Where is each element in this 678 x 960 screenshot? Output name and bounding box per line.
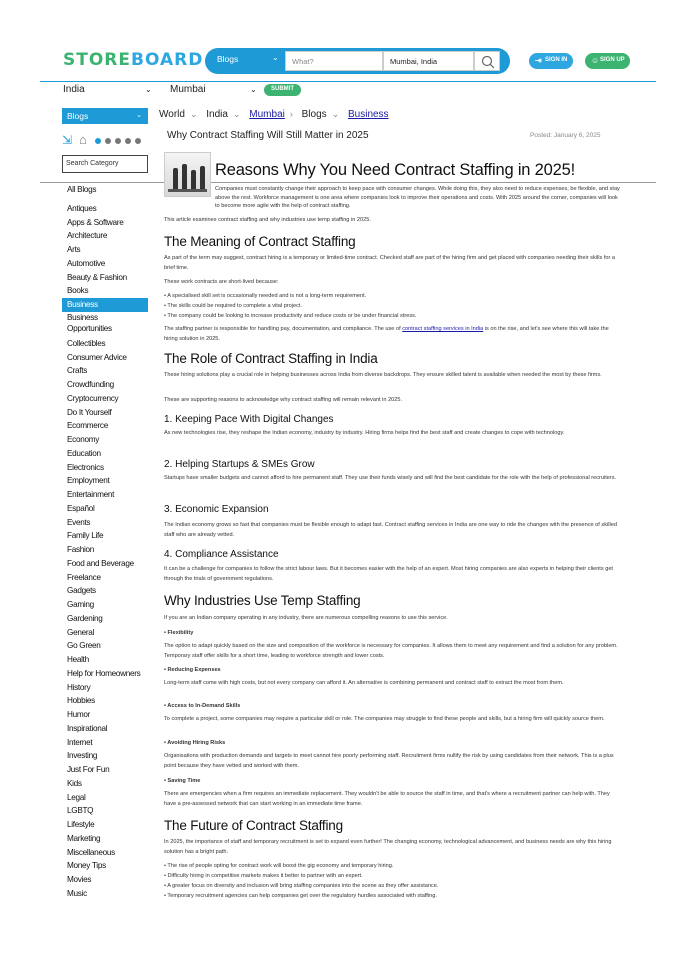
category-item[interactable]: Lifestyle bbox=[67, 820, 95, 829]
chevron-down-icon: ⌄ bbox=[136, 112, 142, 119]
paragraph-text: is on the rise, and let's see where this will take the hiring solution in 2025. bbox=[164, 326, 609, 342]
category-item[interactable]: Gadgets bbox=[67, 586, 96, 596]
posted-date: Posted: January 6, 2025 bbox=[530, 132, 601, 139]
sign-in-button[interactable] bbox=[529, 53, 573, 69]
section-heading: The Meaning of Contract Staffing bbox=[164, 234, 356, 249]
bullet-heading: • Flexibility bbox=[164, 630, 194, 636]
bullet-item: • Difficulty hiring in competitive markets makes it better to partner with an expert. bbox=[164, 873, 363, 879]
article-paragraph: The option to adapt quickly based on the size and composition of the workforce is necessary for companies. It allows them to meet any requirement and find a solution for any problem. Temporary staff offer skills for a short time, leading to workforce strength and lower costs. bbox=[164, 643, 618, 659]
category-item[interactable]: Investing bbox=[67, 751, 98, 761]
breadcrumb-blogs[interactable]: Blogs bbox=[301, 109, 327, 120]
section-heading: The Future of Contract Staffing bbox=[164, 818, 343, 833]
article-image bbox=[164, 152, 211, 197]
category-item[interactable]: Gardening bbox=[67, 613, 103, 623]
logo-store: STORE bbox=[63, 50, 131, 70]
subsection-heading: 1. Keeping Pace With Digital Changes bbox=[164, 414, 334, 425]
carousel-dot[interactable] bbox=[115, 138, 121, 144]
carousel-dot[interactable] bbox=[105, 138, 111, 144]
carousel-dot[interactable] bbox=[95, 138, 101, 144]
category-item[interactable]: Business Opportunities bbox=[67, 312, 112, 333]
category-item[interactable]: Family Life bbox=[67, 531, 104, 541]
category-list bbox=[67, 183, 157, 901]
bullet-item: • A greater focus on diversity and inclusion will bring staffing companies into the scene as they offer assistance. bbox=[164, 883, 439, 889]
category-item[interactable]: Collectibles bbox=[67, 338, 106, 348]
breadcrumb-mumbai[interactable]: Mumbai bbox=[249, 109, 285, 120]
bullet-item: • A specialised skill set is occasionally needed and is not a long-term requirement. bbox=[164, 293, 367, 299]
article-paragraph: Startups have smaller budgets and cannot afford to hire permanent staff. They use their funds wisely and will find the best candidate for the role with the help of professional recruiters. bbox=[164, 475, 617, 481]
category-item[interactable]: Economy bbox=[67, 435, 100, 444]
category-item[interactable]: Books bbox=[67, 286, 89, 296]
category-item[interactable]: Do It Yourself bbox=[67, 407, 112, 417]
chevron-down-icon: ⌄ bbox=[145, 85, 152, 94]
contract-staffing-link[interactable]: contract staffing services in India bbox=[402, 326, 484, 332]
chevron-down-icon: ⌄ bbox=[232, 109, 241, 119]
section-heading: Why Industries Use Temp Staffing bbox=[164, 593, 361, 608]
category-item[interactable]: Apps & Software bbox=[67, 217, 124, 227]
category-item[interactable]: Gaming bbox=[67, 600, 94, 609]
category-item[interactable]: All Blogs bbox=[67, 185, 97, 194]
category-item[interactable]: Crowdfunding bbox=[67, 380, 114, 389]
category-item[interactable]: Cryptocurrency bbox=[67, 393, 119, 403]
category-item[interactable]: Ecommerce bbox=[67, 421, 108, 431]
article-paragraph: These are supporting reasons to acknowledge why contract staffing will remain relevant in 2025. bbox=[164, 397, 403, 403]
chevron-down-icon: ⌄ bbox=[189, 109, 198, 119]
article-paragraph bbox=[164, 325, 620, 344]
bullet-item: • The rise of people opting for contract work will boost the gig economy and temporary hiring. bbox=[164, 863, 394, 869]
sidebar-icon-row bbox=[62, 133, 152, 147]
article-paragraph: The Indian economy grows so fast that companies must be flexible enough to adapt fast. Contract staffing services in India are one way to ride the changes with the presence of skilled staff who are already vetted. bbox=[164, 522, 617, 538]
category-item[interactable]: Movies bbox=[67, 875, 92, 884]
country-select[interactable]: India bbox=[63, 84, 85, 95]
category-item[interactable]: Humor bbox=[67, 710, 91, 719]
category-item[interactable]: Events bbox=[67, 517, 91, 527]
sign-up-label: SIGN UP bbox=[600, 57, 625, 63]
category-item[interactable]: Business bbox=[62, 298, 148, 312]
page-title: Why Contract Staffing Will Still Matter in 2025 bbox=[167, 130, 369, 141]
breadcrumb-business[interactable]: Business bbox=[347, 109, 389, 120]
category-item[interactable]: Inspirational bbox=[67, 723, 108, 733]
carousel-dot[interactable] bbox=[135, 138, 141, 144]
article-paragraph: If you are an Indian company operating in any industry, there are numerous compelling reasons to use this service. bbox=[164, 615, 448, 621]
article-paragraph: To complete a project, some companies may require a particular skill or role. The companies may struggle to find these people and skills, but a hiring firm will quickly source them. bbox=[164, 716, 605, 722]
sign-up-button[interactable] bbox=[585, 53, 630, 69]
article-intro: Companies must constantly change their approach to keep pace with consumer changes. While doing this, they also need to reduce expenses, be flexible, and stay above the rest. Workforce management is one area where companies look to improve their operations and costs. With 2025 around the corner, companies will look to become more agile with the help of contract staffing. bbox=[215, 186, 620, 210]
city-select[interactable]: Mumbai bbox=[170, 84, 206, 95]
category-item[interactable]: Antiques bbox=[67, 203, 97, 213]
category-item[interactable]: Arts bbox=[67, 245, 81, 254]
category-item[interactable]: Marketing bbox=[67, 833, 101, 843]
breadcrumb-india[interactable]: India bbox=[206, 109, 228, 120]
bullet-item: • Temporary recruitment agencies can help companies get over the regulatory hurdles associated with staffing. bbox=[164, 893, 437, 899]
bullet-item: • The skills could be required to complete a vital project. bbox=[164, 303, 303, 309]
submit-button[interactable]: SUBMIT bbox=[264, 84, 301, 96]
category-item[interactable]: LGBTQ bbox=[67, 806, 94, 816]
search-location-input[interactable]: Mumbai, India bbox=[383, 51, 474, 71]
location-bar bbox=[0, 82, 678, 100]
sign-in-label: SIGN IN bbox=[545, 57, 568, 63]
category-item[interactable]: Automotive bbox=[67, 258, 105, 268]
search-bar bbox=[205, 48, 510, 74]
site-header bbox=[0, 0, 678, 82]
bullet-heading: • Avoiding Hiring Risks bbox=[164, 740, 226, 746]
article-paragraph: These work contracts are short-lived because: bbox=[164, 279, 279, 285]
category-item[interactable]: Beauty & Fashion bbox=[67, 272, 127, 282]
chevron-down-icon: ⌄ bbox=[250, 85, 257, 94]
home-icon[interactable]: ⌂ bbox=[79, 132, 87, 147]
category-item[interactable]: Electronics bbox=[67, 462, 104, 472]
category-item[interactable]: Health bbox=[67, 655, 89, 664]
category-item[interactable]: Employment bbox=[67, 476, 110, 486]
storeboard-logo[interactable] bbox=[63, 50, 203, 70]
article-paragraph: As part of the term may suggest, contract hiring is a temporary or limited-time contract. Checked staff are part of the hiring firm and get placed with companies needing their skills for a brief time. bbox=[164, 255, 616, 271]
bullet-heading: • Access to In-Demand Skills bbox=[164, 703, 241, 709]
category-item[interactable]: Music bbox=[67, 888, 87, 898]
section-heading: The Role of Contract Staffing in India bbox=[164, 351, 378, 366]
category-item[interactable]: Architecture bbox=[67, 231, 108, 241]
blogs-dropdown[interactable] bbox=[62, 108, 148, 124]
article-paragraph: As new technologies rise, they reshape the Indian economy, industry by industry. Hiring firms helps find the best staff and create changes to cope with technology. bbox=[164, 430, 565, 436]
article-paragraph: Long-term staff come with high costs, but not every company can afford it. An alternative is combining permanent and contract staff to extract the most from them. bbox=[164, 680, 564, 686]
bullet-heading: • Saving Time bbox=[164, 778, 201, 784]
category-item[interactable]: Money Tips bbox=[67, 861, 106, 871]
bullet-item: • The company could be looking to increase productivity and reduce costs or be under financial stress. bbox=[164, 313, 417, 319]
category-item[interactable]: Fashion bbox=[67, 545, 95, 554]
subsection-heading: 4. Compliance Assistance bbox=[164, 549, 279, 560]
logo-board: BOARD bbox=[131, 50, 204, 70]
category-item[interactable]: Help for Homeowners bbox=[67, 668, 141, 678]
category-item[interactable]: Crafts bbox=[67, 366, 88, 376]
category-item[interactable]: Español bbox=[67, 503, 95, 513]
breadcrumb-world[interactable]: World bbox=[159, 109, 185, 120]
article-paragraph: This article examines contract staffing and why industries use temp staffing in 2025. bbox=[164, 217, 371, 223]
category-search-input[interactable]: Search Category bbox=[62, 155, 148, 173]
breadcrumb bbox=[159, 109, 391, 120]
article-paragraph: It can be a challenge for companies to follow the strict labour laws. But it becomes easier with the help of an expert. Most hiring companies are also experts in helping their clients get through the trials of government regulations. bbox=[164, 566, 613, 582]
search-what-input[interactable]: What? bbox=[285, 51, 383, 71]
category-item[interactable]: Education bbox=[67, 448, 101, 458]
article-paragraph: In 2025, the importance of staff and temporary recruitment is set to expand even further! The changing economy, technological advancement, and business needs are why this hiring solution has a bright path. bbox=[164, 839, 612, 855]
subsection-heading: 2. Helping Startups & SMEs Grow bbox=[164, 459, 315, 470]
category-item[interactable]: Freelance bbox=[67, 572, 101, 582]
category-item[interactable]: Internet bbox=[67, 737, 93, 747]
article-paragraph: There are emergencies when a firm requires an immediate replacement. They wouldn't be able to source the staff in time, and that's where a recruitment partner can help with. They have a pre-assessed network that can start working in an immediate time frame. bbox=[164, 791, 610, 807]
sign-in-icon: ⇥ bbox=[535, 56, 542, 65]
category-item[interactable]: History bbox=[67, 682, 91, 692]
category-item[interactable]: Just For Fun bbox=[67, 765, 110, 774]
category-item[interactable]: Consumer Advice bbox=[67, 352, 127, 362]
chevron-down-icon: ⌄ bbox=[272, 53, 279, 62]
category-item[interactable]: Legal bbox=[67, 792, 86, 802]
user-icon: ☺ bbox=[591, 56, 600, 65]
category-item[interactable]: Food and Beverage bbox=[67, 558, 134, 568]
category-item[interactable]: General bbox=[67, 627, 95, 637]
chevron-down-icon: ⌄ bbox=[331, 109, 340, 119]
article-paragraph: These hiring solutions play a crucial role in helping businesses across India from diverse backdrops. They ensure skilled talent is available when needed the most by these firms. bbox=[164, 372, 602, 378]
login-icon[interactable]: ⇲ bbox=[62, 133, 73, 147]
category-item[interactable]: Entertainment bbox=[67, 490, 115, 499]
category-item[interactable]: Go Green bbox=[67, 641, 101, 651]
category-item[interactable]: Kids bbox=[67, 778, 82, 788]
category-item[interactable]: Hobbies bbox=[67, 696, 95, 706]
article-heading: Reasons Why You Need Contract Staffing in 2025! bbox=[215, 161, 575, 179]
paragraph-text: The staffing partner is responsible for handling pay, documentation, and compliance. The use of bbox=[164, 326, 403, 332]
subsection-heading: 3. Economic Expansion bbox=[164, 504, 269, 515]
article-paragraph: Organisations with production demands and targets to meet cannot hire poorly performing staff. Recruitment firms nullify the risk by using candidates from their network. This is a plus point because they have vetted and worked with them. bbox=[164, 753, 614, 769]
carousel-dot[interactable] bbox=[125, 138, 131, 144]
search-category-select[interactable]: Blogs bbox=[217, 54, 239, 64]
bullet-heading: • Reducing Expenses bbox=[164, 667, 221, 673]
chevron-right-icon: › bbox=[289, 109, 293, 119]
search-icon bbox=[481, 55, 495, 69]
category-item[interactable]: Miscellaneous bbox=[67, 847, 115, 857]
search-button[interactable] bbox=[474, 51, 500, 71]
blogs-dropdown-label: Blogs bbox=[67, 111, 89, 121]
